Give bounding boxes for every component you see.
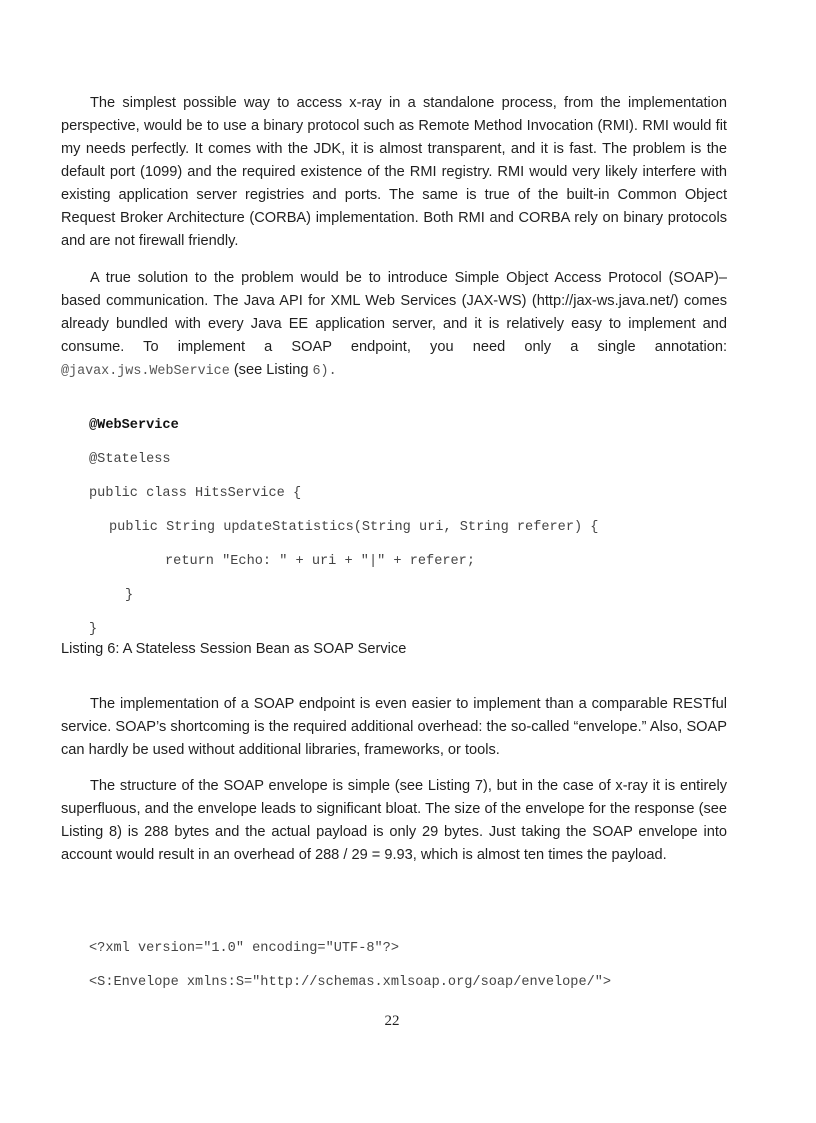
code-line: @Stateless: [89, 452, 171, 467]
paragraph-envelope-size: [61, 775, 727, 867]
code-line: public class HitsService {: [89, 486, 302, 501]
code-line: }: [89, 622, 98, 637]
code-line: return "Echo: " + uri + "|" + referer;: [165, 554, 475, 569]
listing-6-caption: Listing 6: A Stateless Session Bean as SOAP Service: [61, 641, 407, 657]
paragraph-soap-intro-text: A true solution to the problem would be to introduce Simple Object Access Protocol (SOAP)–based communication. The Java API for XML Web Services (JAX-WS) (http://jax-ws.java.net/) comes already bundled with every Java EE application server, and it is relatively easy to implement and consume. To implement a SOAP endpoint, you need only a single annotation:: [61, 270, 727, 355]
code-line: public String updateStatistics(String uri, String referer) {: [109, 520, 599, 535]
page-number: 22: [384, 1013, 400, 1029]
listing-reference-number: 6).: [312, 364, 337, 379]
paragraph-rmi: The simplest possible way to access x-ray in a standalone process, from the implementation perspective, would be to use a binary protocol such as Remote Method Invocation (RMI). RMI would fit my needs perfectly. It comes with the JDK, it is almost transparent, and it is fast. The problem is the default port (1099) and the required existence of the RMI registry. RMI would very likely interfere with existing application server registries and ports. The same is true of the built-in Common Object Request Broker Architecture (CORBA) implementation. Both RMI and CORBA rely on binary protocols and are not firewall friendly.: [61, 95, 727, 249]
paragraph-soap-intro: [61, 267, 727, 383]
overhead-calculation: 288 / 29 = 9.93,: [314, 847, 417, 863]
code-line: @WebService: [89, 418, 179, 433]
code-line: <?xml version="1.0" encoding="UTF-8"?>: [89, 941, 399, 956]
code-line: <S:Envelope xmlns:S="http://schemas.xmlsoap.org/soap/envelope/">: [89, 975, 612, 990]
inline-code-webservice: @javax.jws.WebService: [61, 364, 230, 379]
listing-reference-text: (see Listing: [233, 362, 309, 378]
paragraph-soap-overhead: The implementation of a SOAP endpoint is even easier to implement than a comparable RESTful service. SOAP’s shortcoming is the required additional overhead: the so-called “envelope.” Also, SOAP can hardly be used without additional libraries, frameworks, or tools.: [61, 696, 727, 758]
paragraph-envelope-text-end: which is almost ten times the payload.: [420, 847, 667, 863]
code-line: }: [125, 588, 134, 603]
paragraph-envelope-text: The structure of the SOAP envelope is simple (see Listing 7), but in the case of x-ray it is entirely superfluous, and the envelope leads to significant bloat. The size of the envelope for the response (see Listing 8) is 288 bytes and the actual payload is only 29 bytes. Just taking the SOAP envelope into account would result in an overhead of: [61, 778, 727, 863]
